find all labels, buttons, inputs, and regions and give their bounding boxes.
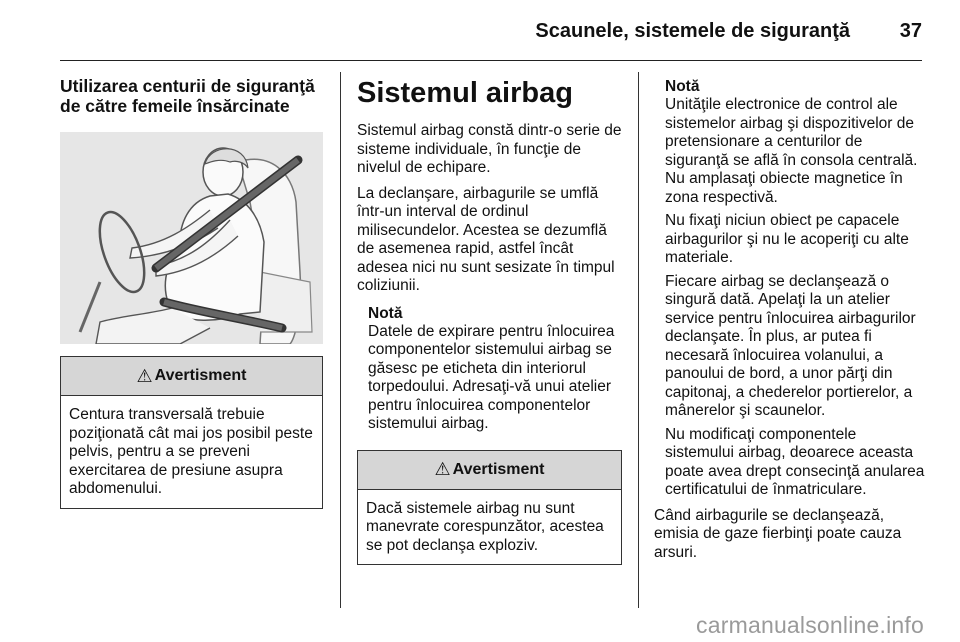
warning-triangle-icon: ⚠ — [434, 459, 451, 479]
warning-box — [357, 450, 622, 566]
paragraph: Sistemul airbag constă dintr-o serie de sisteme individuale, în funcţie de nivelul de echipare. — [357, 122, 622, 176]
warning-title: Avertisment — [154, 367, 247, 384]
warning-text: Dacă sistemele airbag nu sunt manevrate corespunzător, acestea se pot declanşa exploziv. — [366, 499, 604, 554]
page-number: 37 — [899, 20, 922, 42]
warning-header — [358, 451, 621, 490]
note-paragraph: Fiecare airbag se declanşează o singură dată. Apelaţi la un atelier service pentru înlocuirea airbagurilor declanşate. În plus, ar putea fi necesară înlocuirea volanului, a panoului de bord, a unor părţi din capitonaj, a chederelor portierelor, a mânerelor şi scaunelor. — [665, 272, 916, 419]
right-column — [654, 60, 926, 562]
note-paragraph: Unităţile electronice de control ale sistemelor airbag şi dispozitivelor de pretensionare a centurilor de siguranţă se află în consola centrală. Nu amplasaţi obiecte magnetice în zona respectivă. — [665, 96, 918, 206]
watermark: carmanualsonline.info — [696, 612, 924, 638]
middle-column — [357, 60, 622, 565]
page-header — [60, 0, 922, 61]
column-divider — [638, 72, 639, 608]
warning-triangle-icon: ⚠ — [136, 365, 153, 386]
warning-box — [60, 356, 323, 509]
note-block — [368, 305, 622, 434]
note-block — [665, 78, 926, 500]
note-paragraph: Nu fixaţi niciun obiect pe capacele airbagurilor şi nu le acoperiţi cu alte materiale. — [665, 212, 909, 266]
paragraph: La declanşare, airbagurile se umflă într-un interval de ordinul milisecundelor. Acestea se dezumflă de asemenea rapid, astfel încât adesea nici nu sunt sesizate în timpul coliziunii. — [357, 184, 615, 294]
left-column — [60, 60, 323, 509]
section-heading: Utilizarea centurii de siguranţă de către femeile însărcinate — [60, 76, 315, 116]
note-title: Notă — [665, 78, 700, 95]
note-paragraph: Nu modificaţi componentele sistemului airbag, deoarece aceasta poate avea drept consecinţă anularea certificatului de înmatriculare. — [665, 425, 925, 498]
section-title: Scaunele, sistemele de siguranţă — [535, 20, 850, 42]
paragraph: Când airbagurile se declanşează, emisia de gaze fierbinţi poate cauza arsuri. — [654, 506, 902, 561]
warning-text: Centura transversală trebuie poziţionată cât mai jos posibil peste pelvis, pentru a se preveni exercitarea de presiune asupra abdomenului. — [69, 406, 313, 497]
warning-title: Avertisment — [452, 460, 545, 478]
warning-body — [61, 396, 322, 508]
note-text: Datele de expirare pentru înlocuirea componentelor sistemului airbag se găsesc pe eticheta din interiorul torpedoului. Adresaţi-vă unui atelier pentru înlocuirea componentelor sistemului airbag. — [368, 322, 615, 432]
warning-header — [61, 357, 322, 396]
pregnant-woman-seatbelt-illustration — [60, 132, 323, 344]
column-divider — [340, 72, 341, 608]
main-heading: Sistemul airbag — [357, 77, 573, 109]
warning-body — [358, 490, 621, 565]
note-title: Notă — [368, 304, 403, 322]
